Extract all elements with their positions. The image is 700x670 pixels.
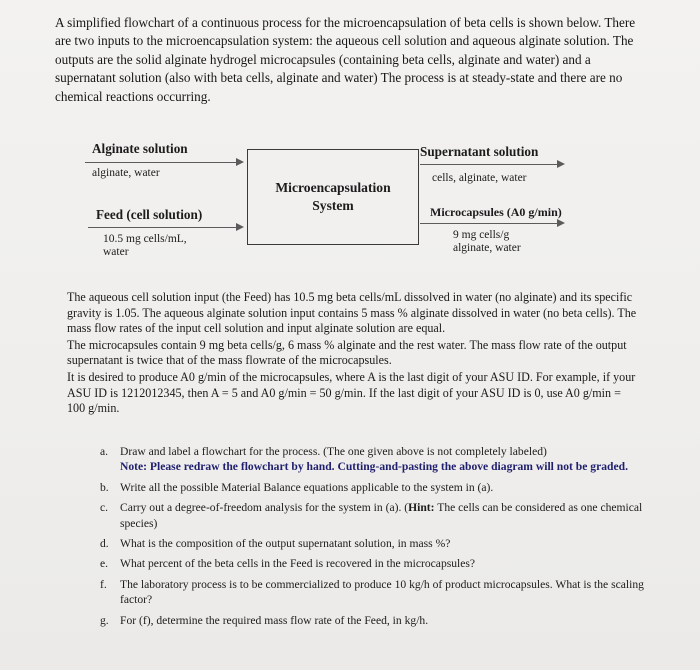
alginate-arrow-head xyxy=(236,158,244,166)
paragraph-asu-id: It is desired to produce A0 g/min of the microcapsules, where A is the last digit of your ASU ID. For example, if your ASU ID is 1212012345, then A = 5 and A0 g/min = 50 g/min. If the last digit of your ASU ID is 0, use A0 g/min = 100 g/min. xyxy=(67,369,636,416)
feed-arrow-line xyxy=(88,227,237,228)
question-a xyxy=(100,444,645,475)
supernatant-arrow-head xyxy=(557,160,565,168)
paragraph-microcapsules: The microcapsules contain 9 mg beta cells/g, 6 mass % alginate and the rest water. The mass flow rate of the output supernatant is twice that of the mass flowrate of the microcapsules. xyxy=(67,337,627,368)
alginate-content: alginate, water xyxy=(92,167,160,179)
feed-content-2: water xyxy=(103,246,129,258)
microcapsules-content-2: alginate, water xyxy=(453,242,521,254)
feed-label: Feed (cell solution) xyxy=(96,207,203,222)
feed-arrow-head xyxy=(236,223,244,231)
supernatant-arrow-line xyxy=(420,164,558,165)
question-list xyxy=(100,444,645,633)
redraw-note: Note: Please redraw the flowchart by hand. Cutting-and-pasting the above diagram will not be graded. xyxy=(120,460,628,474)
hint-label: Hint: xyxy=(408,501,435,515)
question-letter: c. xyxy=(100,501,109,515)
question-f xyxy=(100,577,645,608)
question-text: Draw and label a flowchart for the process. (The one given above is not completely labeled) xyxy=(120,445,547,458)
system-label-line-2: System xyxy=(312,198,354,213)
question-letter: b. xyxy=(100,480,109,494)
alginate-label: Alginate solution xyxy=(92,141,188,156)
question-letter: g. xyxy=(100,613,109,627)
alginate-arrow-line xyxy=(85,162,237,163)
question-text-before: Carry out a degree-of-freedom analysis for the system in (a). ( xyxy=(120,501,409,515)
question-text-after: The cells can be considered as one chemical species) xyxy=(120,501,643,530)
microencapsulation-system-box xyxy=(247,149,419,245)
question-letter: d. xyxy=(100,537,109,551)
supernatant-content: cells, alginate, water xyxy=(432,172,527,184)
question-g xyxy=(100,613,645,628)
question-d xyxy=(100,536,645,551)
feed-content-1: 10.5 mg cells/mL, xyxy=(103,233,187,245)
question-text: Write all the possible Material Balance equations applicable to the system in (a). xyxy=(120,480,494,494)
question-text xyxy=(120,500,645,531)
microcapsules-arrow-head xyxy=(557,219,565,227)
question-e xyxy=(100,556,645,571)
intro-paragraph: A simplified flowchart of a continuous process for the microencapsulation of beta cells is shown below. There are two inputs to the microencapsulation system: the aqueous cell solution and aqueous alginate solution. The outputs are the solid alginate hydrogel microcapsules (containing beta cells, alginate and water) and a supernatant solution (also with beta cells, alginate and water) The process is at steady-state and there are no chemical reactions occurring. xyxy=(55,15,636,104)
question-text: The laboratory process is to be commercialized to produce 10 kg/h of product microcapsules. What is the scaling factor? xyxy=(120,577,644,607)
microcapsules-arrow-line xyxy=(420,223,558,224)
question-text: What is the composition of the output supernatant solution, in mass %? xyxy=(120,537,451,551)
question-letter: e. xyxy=(100,557,109,571)
question-letter: f. xyxy=(100,577,107,591)
question-text: For (f), determine the required mass flow rate of the Feed, in kg/h. xyxy=(120,613,429,627)
question-c xyxy=(100,500,645,531)
question-letter: a. xyxy=(100,445,109,458)
paragraph-feed: The aqueous cell solution input (the Feed) has 10.5 mg beta cells/mL dissolved in water (no alginate) and its specific gravity is 1.05. The aqueous alginate solution input contains 5 mass % alginate dissolved in water (no beta cells). The mass flow rates of the input cell solution and input alginate solution are equal. xyxy=(67,290,637,336)
microcapsules-content-1: 9 mg cells/g xyxy=(453,229,510,241)
supernatant-label: Supernatant solution xyxy=(420,144,539,159)
question-text: What percent of the beta cells in the Feed is recovered in the microcapsules? xyxy=(120,557,476,571)
system-label-line-1: Microencapsulation xyxy=(275,180,391,195)
problem-statement xyxy=(67,290,642,417)
question-b xyxy=(100,480,645,495)
microcapsules-label: Microcapsules (A0 g/min) xyxy=(430,205,562,219)
